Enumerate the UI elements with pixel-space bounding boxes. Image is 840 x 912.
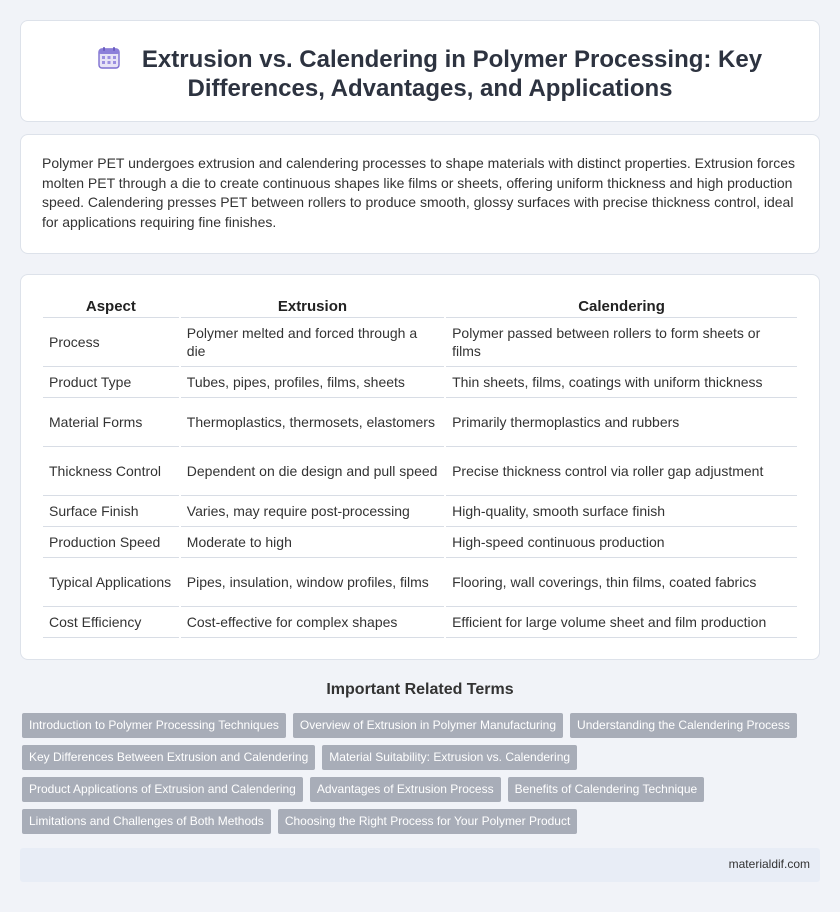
calendar-icon	[98, 47, 120, 69]
table-row	[43, 398, 797, 447]
table-cell: Polymer passed between rollers to form sheets or films	[446, 318, 797, 367]
table-cell: Material Forms	[43, 398, 179, 447]
related-terms-list	[22, 713, 822, 841]
column-header-calendering: Calendering	[446, 296, 797, 318]
table-cell: High-quality, smooth surface finish	[446, 496, 797, 527]
table-header-row	[43, 296, 797, 318]
related-term-link[interactable]: Advantages of Extrusion Process	[310, 777, 501, 802]
related-term-link[interactable]: Material Suitability: Extrusion vs. Calendering	[322, 745, 577, 770]
intro-card	[20, 134, 820, 254]
table-cell: Primarily thermoplastics and rubbers	[446, 398, 797, 447]
column-header-extrusion: Extrusion	[181, 296, 444, 318]
table-row	[43, 558, 797, 607]
page-title	[21, 45, 819, 103]
table-cell: High-speed continuous production	[446, 527, 797, 558]
column-header-aspect: Aspect	[43, 296, 179, 318]
table-cell: Product Type	[43, 367, 179, 398]
related-term-link[interactable]: Key Differences Between Extrusion and Calendering	[22, 745, 315, 770]
table-cell: Dependent on die design and pull speed	[181, 447, 444, 496]
table-cell: Varies, may require post-processing	[181, 496, 444, 527]
footer-site-link[interactable]: materialdif.com	[728, 857, 810, 871]
related-term-link[interactable]: Introduction to Polymer Processing Techniques	[22, 713, 286, 738]
related-term-link[interactable]: Overview of Extrusion in Polymer Manufacturing	[293, 713, 563, 738]
related-terms-title: Important Related Terms	[326, 681, 514, 698]
related-term-link[interactable]: Choosing the Right Process for Your Polymer Product	[278, 809, 577, 834]
table-cell: Thin sheets, films, coatings with uniform thickness	[446, 367, 797, 398]
related-term-link[interactable]: Understanding the Calendering Process	[570, 713, 797, 738]
comparison-table	[41, 296, 799, 638]
table-cell: Typical Applications	[43, 558, 179, 607]
table-cell: Cost-effective for complex shapes	[181, 607, 444, 638]
table-row	[43, 607, 797, 638]
table-cell: Process	[43, 318, 179, 367]
table-row	[43, 527, 797, 558]
table-row	[43, 367, 797, 398]
table-cell: Flooring, wall coverings, thin films, coated fabrics	[446, 558, 797, 607]
table-cell: Precise thickness control via roller gap adjustment	[446, 447, 797, 496]
page-title-text: Extrusion vs. Calendering in Polymer Processing: Key Differences, Advantages, and Applications	[141, 46, 763, 102]
table-cell: Thermoplastics, thermosets, elastomers	[181, 398, 444, 447]
table-cell: Polymer melted and forced through a die	[181, 318, 444, 367]
footer	[20, 848, 820, 882]
table-row	[43, 496, 797, 527]
table-row	[43, 318, 797, 367]
intro-paragraph: Polymer PET undergoes extrusion and calendering processes to shape materials with distinct properties. Extrusion forces molten PET through a die to create continuous shapes like films or sheets, offering uniform thickness and high production speed. Calendering presses PET between rollers to produce smooth, glossy surfaces with precise thickness control, ideal for applications requiring fine finishes.	[42, 155, 796, 230]
table-row	[43, 447, 797, 496]
table-cell: Production Speed	[43, 527, 179, 558]
table-cell: Cost Efficiency	[43, 607, 179, 638]
table-cell: Efficient for large volume sheet and film production	[446, 607, 797, 638]
table-cell: Moderate to high	[181, 527, 444, 558]
table-cell: Thickness Control	[43, 447, 179, 496]
header-card	[20, 20, 820, 122]
related-term-link[interactable]: Limitations and Challenges of Both Methods	[22, 809, 271, 834]
related-term-link[interactable]: Product Applications of Extrusion and Calendering	[22, 777, 303, 802]
related-term-link[interactable]: Benefits of Calendering Technique	[508, 777, 705, 802]
table-cell: Surface Finish	[43, 496, 179, 527]
table-cell: Pipes, insulation, window profiles, films	[181, 558, 444, 607]
table-cell: Tubes, pipes, profiles, films, sheets	[181, 367, 444, 398]
comparison-table-card	[20, 274, 820, 660]
